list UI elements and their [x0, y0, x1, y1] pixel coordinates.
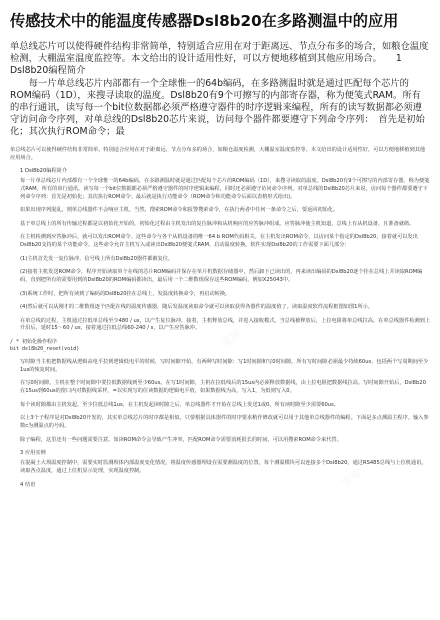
- section-heading: 1 Dsl8b20编程简介: [20, 168, 68, 175]
- code-comment: / * 初始化操作程序: [10, 338, 58, 345]
- watermark: 宝库: [218, 327, 245, 350]
- document-body: [10, 147, 430, 490]
- body-paragraph: 每一片单总线芯片内部都有一个全球惟一的64b编码，在多路测温时就是通过匹配每个芯片的ROM编码（1D），来搜寻读取的温度。Dsl8b20有9个可擦写的内部寄存器，称为便笺式RAM。所有的串行通讯，读写每一个bit位数据都必须严格遵守器件的时序逻辑来编程，同时还必须遵守访问命令序列，对单总线的Dsl8b20芯片来说，访问每个器件都要遵守下列命令序列：首先是初始化；其次执行ROM命令；最后就是执行功能命令（ROM命令和功能命令后面以表格形式给出)。: [20, 177, 430, 200]
- body-paragraph: (2)接着主机发送ROM命令，程序开始读取单个在线的芯片ROM编码并保存在单片机数据存储器中，然后卸下已读出的，再来读出编码的Dsl8b20逐个挂在总线上并读取ROM编码，直到把所有的需要用到的Dsl8b20的ROM编码都读出，最后用一个二维数组保存这些ROM编码，例如X25043中。: [20, 269, 423, 284]
- body-paragraph: (4)然后就可以从刚才的二维数组逐个匹配在线的温度传感器，随后发温度读取命令就可以读取获得各器件的温度值了。读取温度软件流程框图如图1所示。: [20, 304, 374, 311]
- code-line: bit dsl8b20_reset(void): [10, 346, 80, 353]
- body-paragraph: 基于单总线上的所有传输过程都是以初始化开始的，初始化过程由主机发出的复位脉冲和从机响应的应答脉冲组成。应答脉冲使主机知道，总线上有从机设备，且准备就绪。: [20, 220, 415, 227]
- lead-paragraph: 每一片单总线芯片内部都有一个全球惟一的64b编码，在多路测温时就是通过匹配每个芯片的ROM编码（1D），来搜寻读取的温度。Dsl8b20有9个可擦写的内部寄存器，称为便笺式RAM。所有的串行通讯，读写每一个bit位数据都必须严格遵守器件的时序逻辑来编程，所有的读写数据都必须遵守访问命令序列，对单总线的Dsl8b20芯片来说，访问每个器件都要遵守下列命令序列： 首先是初始化；其次执行ROM命令；最: [10, 77, 425, 138]
- watermark: 宝库: [338, 467, 365, 490]
- document-title: 传感技术中的能温度传感器Dsl8b20在多路测温中的应用: [10, 12, 399, 30]
- section-heading: 4 结语: [20, 481, 36, 488]
- body-paragraph: 在主机检测到应答脉冲后，就可以发出ROM命令。这些命令与各个从机设备的唯一64 b ROM代码相关。在主机发出ROM命令，以访问某个指定的Dsl8b20，接着就可以发出Dsl8b20支持的某个功能命令。这些命令允许主机写入或读出Dsl8b20便笺式RAM、启动温度转换。软件实现Dsl8b20的工作需要下面几部分：: [20, 234, 418, 249]
- body-paragraph: 每个读时隙都由主机发起，至少拉低总线1us，在主机发起读时隙之后，单总线器件才开始在总线上发送1或0。所有读时隙至少需要60us。: [20, 401, 339, 408]
- lead-paragraph: 单总线芯片可以使得硬件结构非常简单，特别适合应用在对于距离远、节点分布多的场合，如粮仓温度检测，大棚温室温度监控等。本文给出的设计适用性好，可以方便地移植到其他应用场合。 1 Dsl8b20编程简介: [10, 41, 429, 77]
- body-paragraph: 在混凝土大坝温度控制中，需要实时监测坝体内部温度变化情况，将温度传感器埋设在需要测温度的位置，每个测温模块可以连接多个Dsl8b20，通过RS485总线与上位机通讯，读取各点温度，通过上位机显示处理，实现温度控制。: [20, 460, 427, 474]
- body-paragraph: 写时隙当主机把数据线从逻辑高电平拉到逻辑低电平的时候，写时间隙开始。有两种写时间隙：写1时间隙和写0时间隙。所有写时间隙必须最少持续60us，包括两个写周期间至少1us的恢复时间。: [20, 358, 429, 373]
- lead-section: [10, 41, 430, 139]
- body-paragraph: 如果出现序列混乱，则单总线器件不会响应主机。当然，搜索ROM命令和报警搜索命令，在执行两者中任何一条命令之后，要返回初始化。: [20, 207, 339, 214]
- body-paragraph: 除子编程，这里还有一些问题需要注意。如读ROM命令会导致产生冲突，匹配ROM命令需要消耗很长的时间，可以用搜索ROM命令来代替。: [20, 436, 342, 443]
- body-paragraph: 在写0时间隙，主机在整个时间隙中要拉低数据线到至少60us。在写1时间隙，主机在拉低线后的15us内必须释放数据线，由上拉电阻把数据线拉高。写时间隙开始后，Dsl8b20在15us到60us的窗口内对数据线采样，=以实现写的位读数据的逻辑电平值，如果数据线为高，写入1，为低则写入0。: [20, 380, 426, 395]
- body-paragraph: 在单总线的过程，主机通过拉低单总线至少480 / us，以产生复位脉冲。接着，主机释放总线，并进入接收模式。当总线被释放后，上拉电阻将单总线拉高。在单总线器件检测到上升沿后，延时15～60 / us，接着通过拉低总线60-240 / s，以产生应答脉冲。: [20, 317, 431, 332]
- body-paragraph: 以上3个子程序是对Dsl8b20开发的，其实单总线芯片的时序都是相似，只要根据具体器件的时序要求稍作修改就可以用于其他单总线器件的编程。下面是多点测温主程序。输入参数c为测温点的号码。: [20, 415, 429, 430]
- watermark: 宝库: [58, 197, 85, 220]
- section-heading: 3 应用实例: [20, 450, 46, 457]
- body-paragraph: 单总线芯片可以使得硬件结构非常简单，特别适合应用在对于距离远、节点分布多的场合，如粮仓温度检测，大棚温室温度监控等。本文给出的设计适用性好，可以方便地移植到其他应用场合。: [10, 146, 426, 161]
- body-paragraph: (3)系统工作时，把所有读到了编码的Dsl8b20挂在总线上，发温度转换命令，再启动转换。: [20, 290, 231, 297]
- body-paragraph: (1)主机首先发一复位脉冲，信号线上所有Dsl8b20器件都被复位。: [20, 255, 174, 262]
